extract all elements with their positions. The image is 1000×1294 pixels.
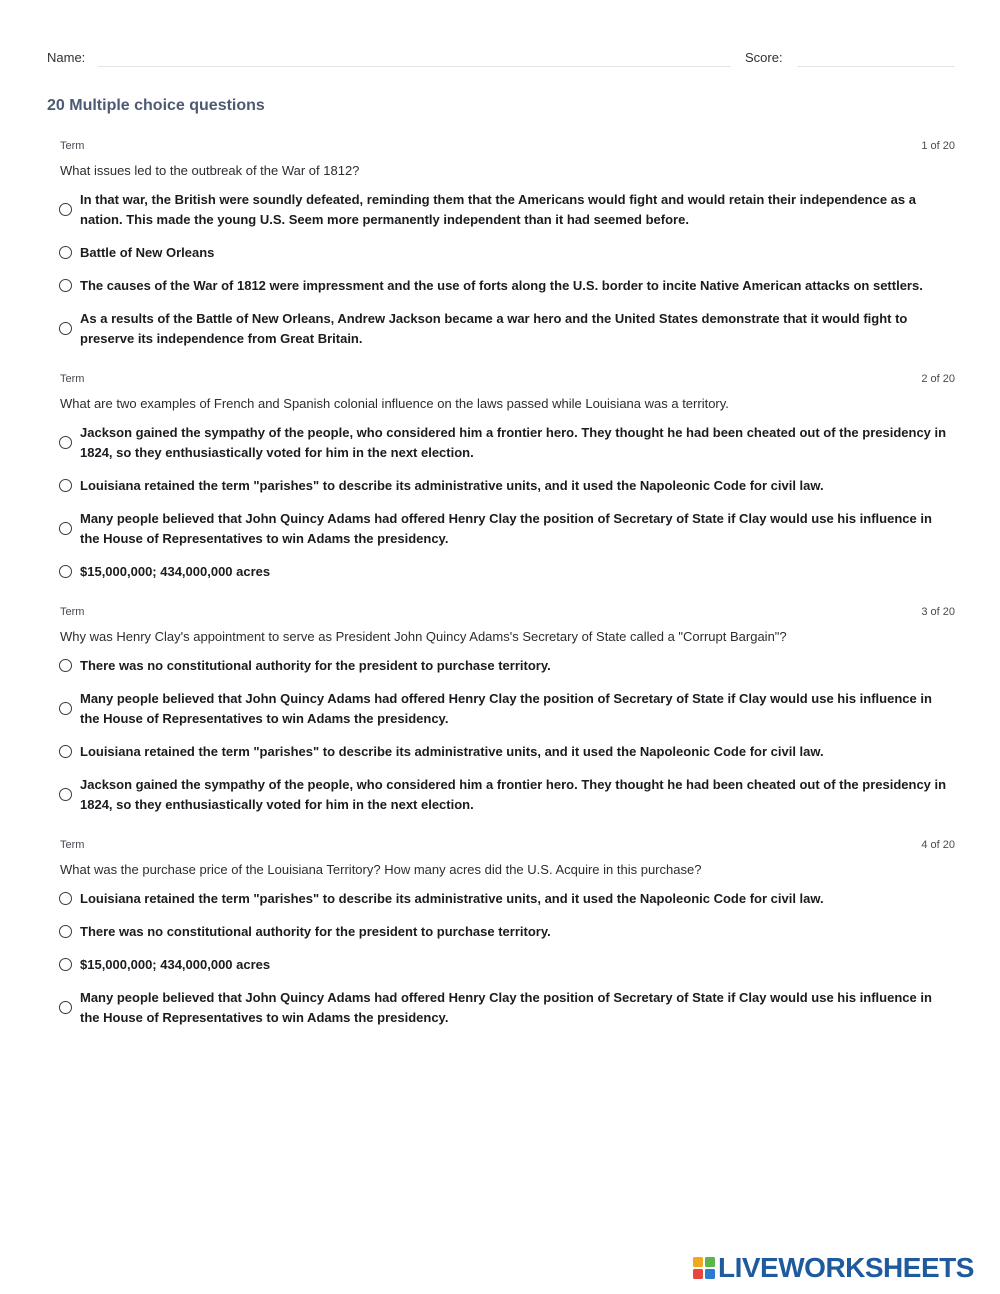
radio-button-icon[interactable] [59, 745, 72, 758]
radio-button-icon[interactable] [59, 279, 72, 292]
radio-button-icon[interactable] [59, 522, 72, 535]
answer-option-text: In that war, the British were soundly defeated, reminding them that the Americans would fight and would retain their independence as a nation. This made the young U.S. Seem more permanently independent than it had seemed before. [80, 192, 916, 227]
radio-button-icon[interactable] [59, 436, 72, 449]
answer-option[interactable] [60, 988, 955, 1028]
answer-option-text: Louisiana retained the term "parishes" to describe its administrative units, and it used the Napoleonic Code for civil law. [80, 744, 824, 759]
radio-button-icon[interactable] [59, 203, 72, 216]
radio-button-icon[interactable] [59, 565, 72, 578]
question-counter: 2 of 20 [921, 373, 955, 385]
question-4 [60, 839, 955, 1041]
answer-option[interactable] [60, 276, 955, 296]
answer-option[interactable] [60, 562, 955, 582]
question-counter: 4 of 20 [921, 839, 955, 851]
answer-option[interactable] [60, 775, 955, 815]
radio-button-icon[interactable] [59, 788, 72, 801]
question-3 [60, 606, 955, 828]
answer-option-text: Louisiana retained the term "parishes" to describe its administrative units, and it used the Napoleonic Code for civil law. [80, 891, 824, 906]
question-term-label: Term [60, 140, 85, 152]
question-2 [60, 373, 955, 595]
name-label: Name: [47, 50, 86, 65]
answer-option[interactable] [60, 889, 955, 909]
answer-option[interactable] [60, 955, 955, 975]
liveworksheets-logo [692, 1253, 990, 1283]
answer-option-text: As a results of the Battle of New Orleans, Andrew Jackson became a war hero and the United States demonstrate that it would fight to preserve its independence from Great Britain. [80, 311, 908, 346]
answer-option-text: Jackson gained the sympathy of the people, who considered him a frontier hero. They thought he had been cheated out of the presidency in 1824, so they enthusiastically voted for him in the next election. [80, 425, 947, 460]
question-counter: 3 of 20 [921, 606, 955, 618]
radio-button-icon[interactable] [59, 246, 72, 259]
question-prompt: What issues led to the outbreak of the War of 1812? [60, 163, 360, 178]
radio-button-icon[interactable] [59, 958, 72, 971]
answer-option[interactable] [60, 742, 955, 762]
question-prompt: Why was Henry Clay's appointment to serve as President John Quincy Adams's Secretary of State called a "Corrupt Bargain"? [60, 629, 787, 644]
answer-option-text: $15,000,000; 434,000,000 acres [80, 957, 271, 972]
answer-option-text: Many people believed that John Quincy Adams had offered Henry Clay the position of Secretary of State if Clay would use his influence in the House of Representatives to win Adams the presidency. [80, 691, 932, 726]
radio-button-icon[interactable] [59, 702, 72, 715]
radio-button-icon[interactable] [59, 892, 72, 905]
question-term-label: Term [60, 606, 85, 618]
section-title: 20 Multiple choice questions [47, 97, 265, 114]
question-term-label: Term [60, 373, 85, 385]
answer-option-text: Many people believed that John Quincy Adams had offered Henry Clay the position of Secretary of State if Clay would use his influence in the House of Representatives to win Adams the presidency. [80, 511, 932, 546]
header-row [47, 48, 955, 70]
answer-option[interactable] [60, 423, 955, 463]
logo-text: LIVEWORKSHEETS [718, 1252, 974, 1283]
answer-option-text: There was no constitutional authority for the president to purchase territory. [80, 924, 551, 939]
question-1 [60, 140, 955, 362]
answer-option[interactable] [60, 689, 955, 729]
answer-option[interactable] [60, 243, 955, 263]
answer-option-text: Battle of New Orleans [80, 245, 215, 260]
radio-button-icon[interactable] [59, 925, 72, 938]
answer-option-text: There was no constitutional authority for the president to purchase territory. [80, 658, 551, 673]
answer-option[interactable] [60, 509, 955, 549]
question-counter: 1 of 20 [921, 140, 955, 152]
answer-option-text: Many people believed that John Quincy Adams had offered Henry Clay the position of Secretary of State if Clay would use his influence in the House of Representatives to win Adams the presidency. [80, 990, 932, 1025]
logo-blocks-icon [692, 1257, 716, 1281]
radio-button-icon[interactable] [59, 659, 72, 672]
score-label: Score: [745, 50, 783, 65]
radio-button-icon[interactable] [59, 322, 72, 335]
answer-option-text: $15,000,000; 434,000,000 acres [80, 564, 271, 579]
question-prompt: What was the purchase price of the Louisiana Territory? How many acres did the U.S. Acquire in this purchase? [60, 862, 702, 877]
answer-option[interactable] [60, 656, 955, 676]
answer-option-text: Louisiana retained the term "parishes" to describe its administrative units, and it used the Napoleonic Code for civil law. [80, 478, 824, 493]
question-term-label: Term [60, 839, 85, 851]
score-field[interactable] [797, 66, 955, 67]
answer-option-text: Jackson gained the sympathy of the people, who considered him a frontier hero. They thought he had been cheated out of the presidency in 1824, so they enthusiastically voted for him in the next election. [80, 777, 947, 812]
radio-button-icon[interactable] [59, 479, 72, 492]
question-prompt: What are two examples of French and Spanish colonial influence on the laws passed while Louisiana was a territory. [60, 396, 729, 411]
answer-option[interactable] [60, 922, 955, 942]
answer-option-text: The causes of the War of 1812 were impressment and the use of forts along the U.S. border to incite Native American attacks on settlers. [80, 278, 923, 293]
answer-option[interactable] [60, 476, 955, 496]
radio-button-icon[interactable] [59, 1001, 72, 1014]
answer-option[interactable] [60, 190, 955, 230]
answer-option[interactable] [60, 309, 955, 349]
name-field[interactable] [98, 66, 731, 67]
